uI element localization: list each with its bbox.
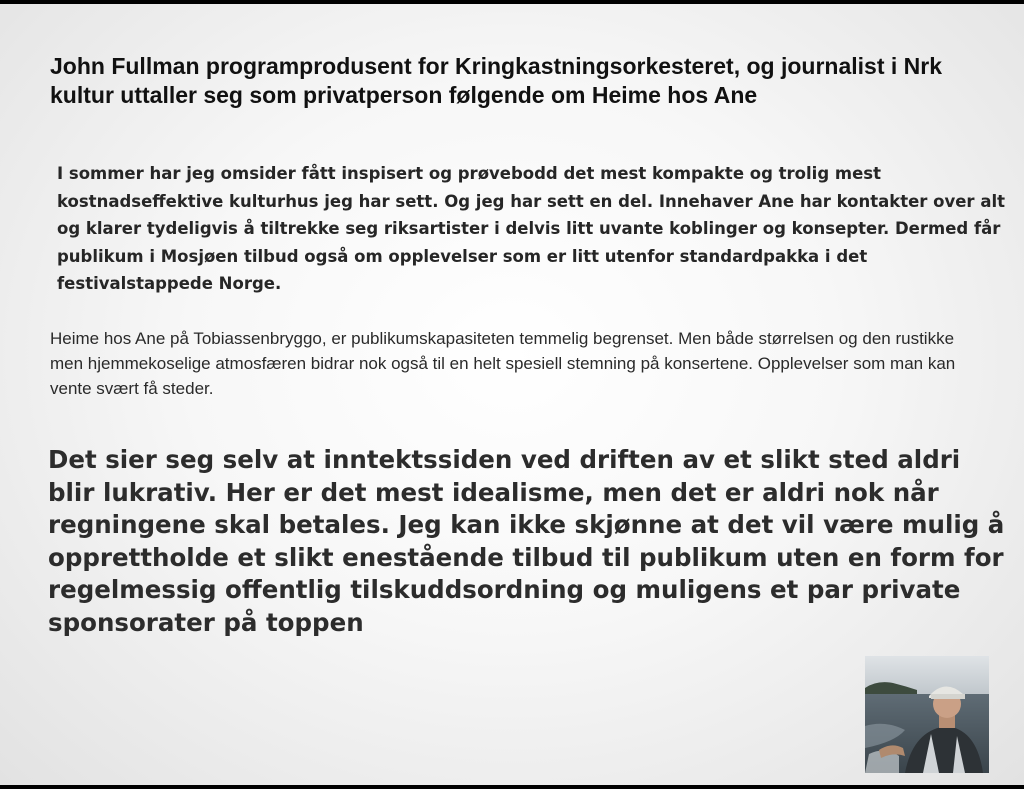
slide-title: John Fullman programprodusent for Kringkastningsorkesteret, og journalist i Nrk kultur uttaller seg som privatperson følgende om Heime hos Ane (50, 53, 943, 108)
slide (0, 4, 1024, 785)
body-paragraph: Heime hos Ane på Tobiassenbryggo, er publikumskapasiteten temmelig begrenset. Men både størrelsen og den rustikke men hjemmekoselige atmosfæren bidrar nok også til en helt spesiell stemning på konsertene. Opplevelser som man kan vente svært få steder. (50, 329, 956, 398)
closing-paragraph: Det sier seg selv at inntektssiden ved driften av et slikt sted aldri blir lukrativ. Her er det mest idealisme, men det er aldri nok når regningene skal betales. Jeg kan ikke skjønne at det vil være mulig å opprettholde et slikt enestående tilbud til publikum uten en form for regelmessig offentlig tilskuddsordning og muligens et par private sponsorater på toppen (48, 445, 1005, 637)
portrait-photo (865, 656, 989, 773)
quote-paragraph: I sommer har jeg omsider fått inspisert og prøvebodd det mest kompakte og trolig mest kostnadseffektive kulturhus jeg har sett. Og jeg har sett en del. Innehaver Ane har kontakter over alt og klarer tydeligvis å tiltrekke seg riksartister i delvis litt uvante koblinger og konsepter. Dermed får publikum i Mosjøen tilbud også om opplevelser som er litt utenfor standardpakka i det festivalstappede Norge. (57, 164, 1005, 294)
